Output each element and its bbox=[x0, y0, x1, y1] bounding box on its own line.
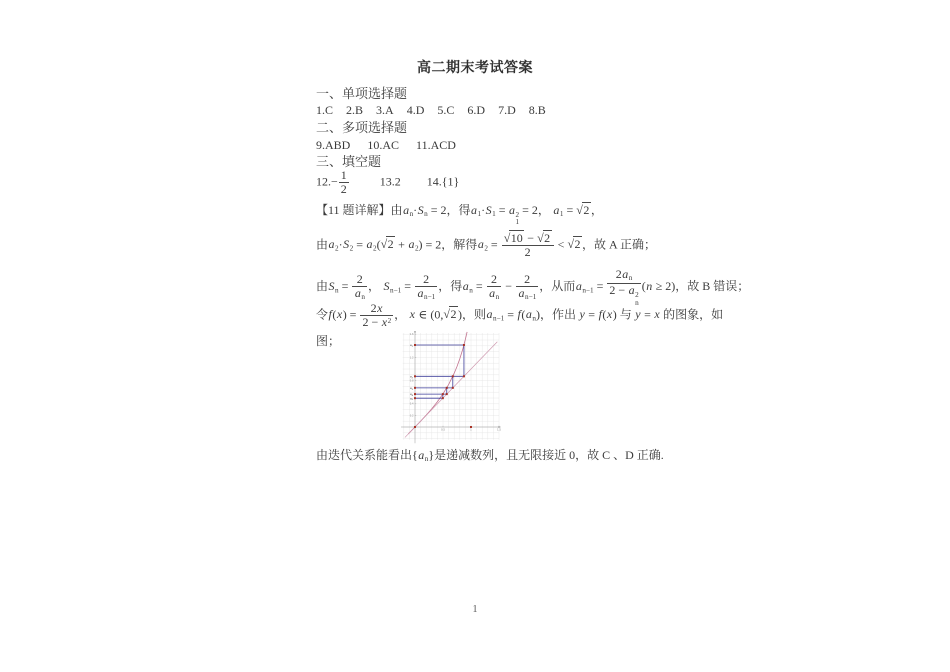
svg-text:a2: $a_2$ bbox=[409, 374, 413, 380]
solution-line-2: 由$a_2\cdot S_2 = a_2(√2 + a_2) = 2$，解得$a_2$ = $\frac{√10 - √2}{2}$ < √2 ，故 A 正确； bbox=[316, 231, 657, 260]
answer-item: 7.D bbox=[498, 103, 516, 117]
fill-in-answers: 12.− $\frac{1}{2}$ 13.2 14.{1} bbox=[316, 168, 460, 197]
answer-item: 6.D bbox=[467, 103, 486, 117]
solution-line-1: 【11 题详解】由$a_n\cdot S_n = 2$，得$a_1\cdot S_1 = a$ 2 1 = 2， $a_1 = √2$ ， bbox=[316, 203, 603, 227]
closing-line: 由迭代关系能看出$\{a_n\}$是递减数列，且无限接近 0，故 C 、D 正确. bbox=[316, 448, 664, 464]
answers-row-single-choice bbox=[316, 102, 559, 118]
svg-text:0.4: 0.4 bbox=[409, 402, 414, 406]
answer-item: 5.C bbox=[437, 103, 455, 117]
svg-text:1.2: 1.2 bbox=[409, 356, 414, 360]
svg-text:a3: $a_3$ bbox=[409, 385, 413, 391]
page-title: 高二期末考试答案 bbox=[417, 61, 533, 76]
svg-text:0.8: 0.8 bbox=[409, 379, 414, 383]
answer-item: 3.A bbox=[376, 103, 394, 117]
solution-line-3: 由$S_n$ = $\frac{2}{a_n}$ ， $S_{n-1}$ = $\frac{2}{a_{n-1}}$ ，得$a_n$ = $\frac{2}{a_n}$ − $\frac{2}{a_{n-1}}$ ，从而$a_{n-1}$ = $2a_n$ 2 − a 2 n (n ≥ 2)，故 B 错误； bbox=[316, 267, 750, 307]
answer-item: 11.ACD bbox=[416, 138, 456, 152]
svg-text:a1: $a_1$ bbox=[409, 343, 413, 348]
answer-item: 1.C bbox=[316, 103, 334, 117]
section-3-heading: 三、填空题 bbox=[316, 154, 382, 169]
answer-item: 2.B bbox=[346, 103, 364, 117]
svg-text:a5: $a_5$ bbox=[409, 396, 413, 402]
svg-text:1: 1 bbox=[470, 428, 472, 432]
solution-line-4: 令f(x) = $\frac{2x}{2 - x^2}$ ， x ∈ (0,√2 )，则$a_{n-1} = f(a_n)$，作出 y = f(x) 与 y = x 的图象，如 bbox=[316, 301, 724, 330]
answer-item: 4.D bbox=[406, 103, 425, 117]
svg-text:0.5: 0.5 bbox=[440, 428, 446, 432]
answer-item: 8.B bbox=[528, 103, 546, 117]
svg-text:1.6: 1.6 bbox=[409, 333, 414, 337]
answer-item: 9.ABD bbox=[316, 138, 351, 152]
cobweb-plot bbox=[399, 331, 505, 445]
section-1-heading: 一、单项选择题 bbox=[316, 86, 408, 101]
svg-text:a4: $a_4$ bbox=[409, 392, 413, 398]
page-number: 1 bbox=[472, 604, 478, 615]
answer-item: 10.AC bbox=[367, 138, 400, 152]
svg-text:0.2: 0.2 bbox=[409, 414, 414, 418]
svg-text:1.5: 1.5 bbox=[496, 428, 502, 432]
section-2-heading: 二、多项选择题 bbox=[316, 120, 408, 135]
answers-row-multi-choice bbox=[316, 137, 473, 153]
cobweb-figure bbox=[399, 331, 505, 445]
solution-line-5: 图； bbox=[316, 334, 341, 348]
